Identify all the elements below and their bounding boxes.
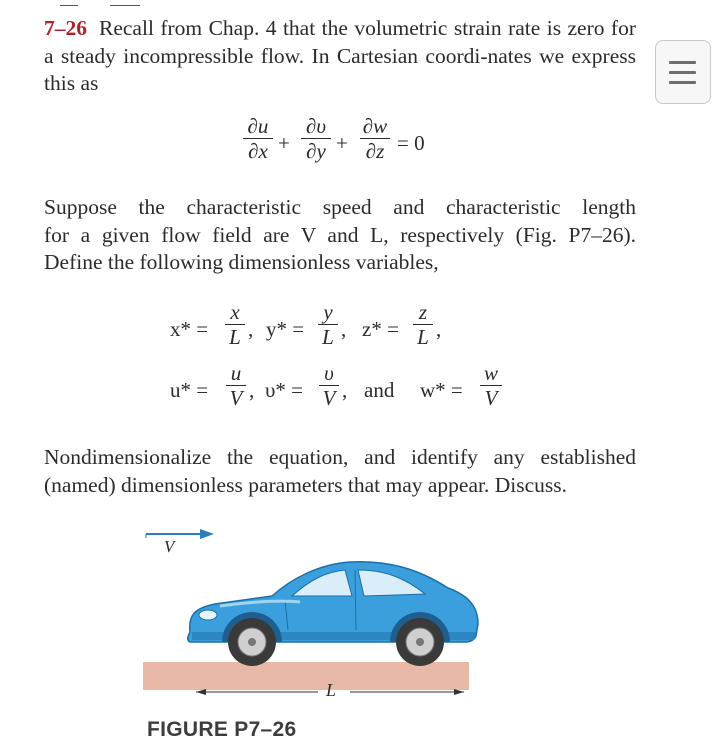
x-over-l-fraction: x L — [225, 301, 245, 348]
du-dx-fraction: ∂u ∂x — [243, 115, 273, 162]
u-over-v-fraction: u V — [226, 362, 246, 409]
ground-strip — [143, 662, 469, 690]
v-star-lhs: υ* = — [265, 378, 303, 402]
dw-dz-fraction: ∂w ∂z — [360, 115, 390, 162]
car-flow-illustration — [0, 520, 720, 720]
z-star-lhs: z* = — [362, 317, 399, 341]
velocity-label: V — [164, 537, 175, 556]
and-word: and — [364, 378, 395, 402]
task-line-1: Nondimensionalize the equation, and identify any established — [44, 445, 636, 469]
velocity-arrow-icon — [146, 529, 214, 539]
task-paragraph — [44, 444, 636, 499]
front-wheel-icon — [228, 618, 276, 666]
comma: , — [342, 378, 348, 402]
comma: , — [341, 317, 347, 341]
y-star-lhs: y* = — [266, 317, 305, 341]
w-star-lhs: w* = — [420, 378, 463, 402]
suppose-line-1: Suppose the characteristic speed and characteristic length — [44, 195, 636, 219]
x-star-lhs: x* = — [170, 317, 209, 341]
length-label: L — [326, 680, 337, 700]
figure-p7-26 — [0, 520, 720, 720]
intro-text: Recall from Chap. 4 that the volumetric strain rate is zero for a steady incompressible flow. In Cartesian coordi-nates we express this as — [44, 16, 636, 95]
dv-dy-fraction: ∂υ ∂y — [301, 115, 331, 162]
v-over-v-fraction: υ V — [319, 362, 339, 409]
cropped-top-text — [0, 0, 720, 8]
plus-sign: + — [336, 131, 348, 155]
comma: , — [249, 378, 255, 402]
menu-button[interactable] — [655, 40, 711, 104]
z-over-l-fraction: z L — [413, 301, 433, 348]
rear-wheel-icon — [396, 618, 444, 666]
w-over-v-fraction: w V — [480, 362, 502, 409]
equals-zero: = 0 — [397, 131, 425, 155]
y-over-l-fraction: y L — [318, 301, 338, 348]
comma: , — [436, 317, 442, 341]
suppose-line-3: Define the following dimensionless variables, — [44, 250, 439, 274]
suppose-line-2: for a given flow field are V and L, respectively (Fig. P7–26). — [44, 222, 636, 247]
menu-line-icon — [669, 81, 696, 84]
plus-sign: + — [278, 131, 290, 155]
suppose-paragraph — [44, 194, 636, 277]
menu-line-icon — [669, 71, 696, 74]
problem-intro — [44, 15, 636, 98]
u-star-lhs: u* = — [170, 378, 209, 402]
comma: , — [248, 317, 254, 341]
menu-line-icon — [669, 61, 696, 64]
problem-number: 7–26 — [44, 16, 87, 40]
figure-caption: FIGURE P7–26 — [147, 718, 297, 741]
task-line-2: (named) dimensionless parameters that may appear. Discuss. — [44, 472, 568, 497]
